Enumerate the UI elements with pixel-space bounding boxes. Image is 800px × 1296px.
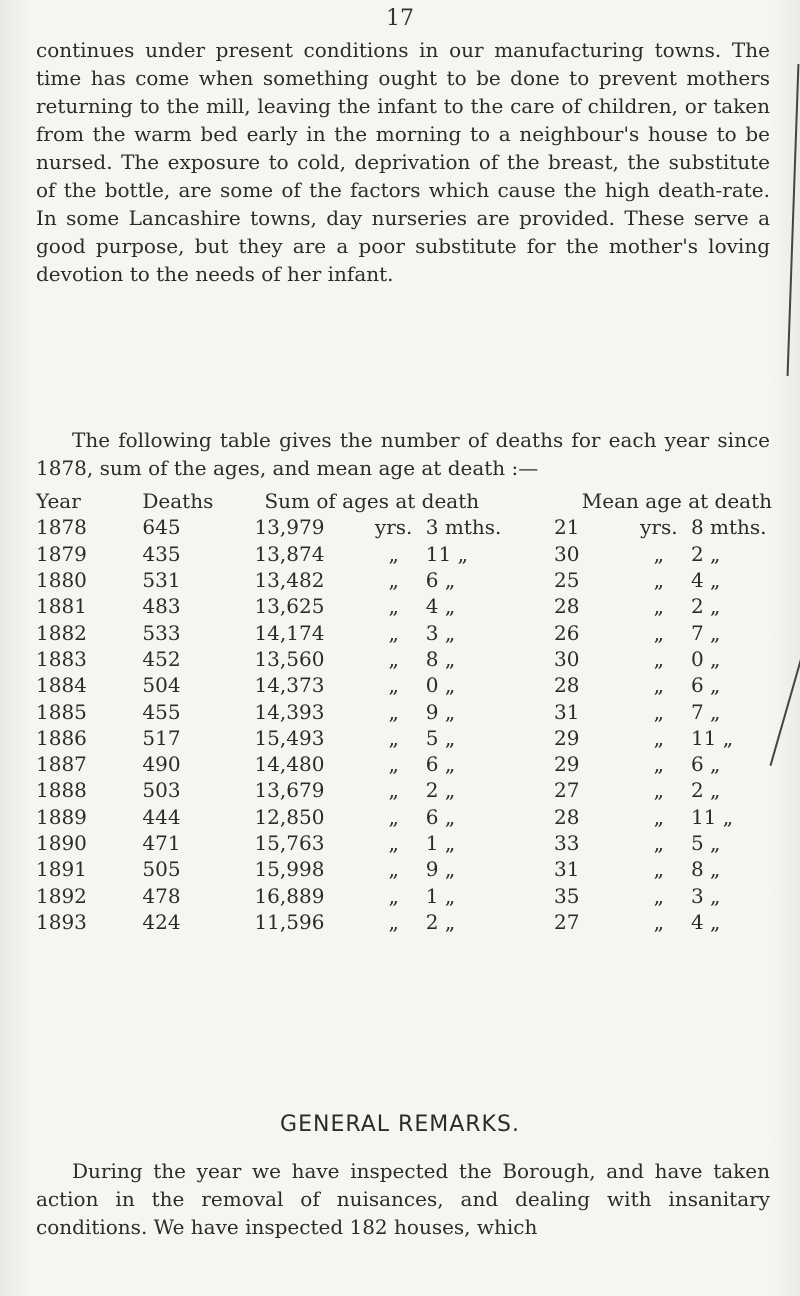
cell-mean-months: 0 „: [690, 646, 721, 671]
cell-deaths: 455: [142, 699, 181, 724]
cell-sum-months: 9 „: [425, 857, 456, 882]
cell-sum-of-ages: 13,560: [254, 646, 325, 671]
cell-mean-years-unit: „: [653, 594, 665, 619]
cell-year: 1886: [36, 725, 87, 750]
table-row: [36, 672, 772, 698]
cell-mean-years-unit: „: [653, 909, 665, 934]
table-row: [36, 777, 772, 803]
cell-sum-of-ages: 14,174: [254, 620, 325, 645]
cell-sum-months: 9 „: [425, 699, 456, 724]
header-year: Year: [36, 489, 81, 514]
page-number: 17: [386, 6, 414, 31]
cell-deaths: 483: [142, 594, 181, 619]
cell-deaths: 444: [142, 804, 181, 829]
cell-sum-of-ages: 13,874: [254, 541, 325, 566]
table-header-row: [36, 488, 772, 514]
cell-sum-years-unit: „: [388, 568, 399, 593]
table-row: [36, 751, 772, 777]
cell-mean-years-unit: „: [653, 673, 665, 698]
cell-mean-age: 26: [554, 620, 580, 645]
cell-mean-years-unit: „: [653, 778, 665, 803]
table-row: [36, 909, 772, 935]
cell-mean-months: 6 „: [690, 673, 721, 698]
cell-sum-of-ages: 13,482: [254, 568, 325, 593]
cell-deaths: 424: [142, 909, 181, 934]
table-row: [36, 882, 772, 908]
cell-sum-months: 2 „: [425, 778, 456, 803]
cell-year: 1889: [36, 804, 87, 829]
cell-deaths: 505: [142, 857, 181, 882]
cell-mean-age: 31: [554, 699, 580, 724]
cell-mean-age: 33: [554, 831, 580, 855]
cell-year: 1884: [36, 673, 87, 698]
header-deaths: Deaths: [142, 489, 214, 514]
cell-deaths: 435: [142, 541, 181, 566]
cell-mean-months: 4 „: [690, 568, 721, 593]
cell-sum-years-unit: „: [388, 673, 399, 698]
cell-sum-of-ages: 13,979: [254, 515, 325, 540]
table-row: [36, 698, 772, 724]
cell-year: 1891: [36, 857, 87, 882]
cell-mean-age: 28: [554, 804, 580, 829]
cell-mean-months: 5 „: [690, 831, 721, 855]
cell-mean-months: 11 „: [690, 804, 734, 829]
table-row: [36, 646, 772, 672]
cell-sum-months: 3 mths.: [425, 515, 502, 540]
cell-mean-years-unit: „: [653, 752, 665, 777]
cell-sum-years-unit: „: [388, 909, 399, 934]
deaths-table: [36, 488, 772, 935]
cell-year: 1883: [36, 646, 87, 671]
cell-mean-age: 30: [554, 646, 580, 671]
cell-year: 1878: [36, 515, 87, 540]
cell-deaths: 490: [142, 752, 181, 777]
cell-mean-age: 27: [554, 909, 580, 934]
table-row: [36, 856, 772, 882]
header-sum-of-ages: Sum of ages at death: [264, 489, 480, 514]
cell-year: 1888: [36, 778, 87, 803]
cell-year: 1880: [36, 568, 87, 593]
header-mean-age: Mean age at death: [581, 489, 772, 514]
margin-pencil-line: [787, 64, 800, 376]
cell-mean-months: 7 „: [690, 699, 721, 724]
remarks-paragraph: During the year we have inspected the Borough, and have taken action in the removal of nuisances, and dealing with insanitary conditions. We have inspected 182 houses, which: [36, 1159, 770, 1239]
table-intro-paragraph: The following table gives the number of deaths for each year since 1878, sum of the ages, and mean age at death :—: [36, 428, 770, 480]
cell-deaths: 533: [142, 620, 181, 645]
cell-sum-months: 6 „: [425, 568, 456, 593]
cell-sum-of-ages: 13,679: [254, 778, 325, 803]
cell-mean-months: 2 „: [690, 778, 721, 803]
cell-sum-years-unit: „: [388, 778, 399, 803]
cell-deaths: 645: [142, 515, 181, 540]
cell-mean-years-unit: „: [653, 857, 665, 882]
cell-year: 1887: [36, 752, 87, 777]
cell-sum-of-ages: 11,596: [254, 909, 325, 934]
cell-sum-months: 1 „: [425, 883, 456, 908]
cell-mean-months: 7 „: [690, 620, 721, 645]
cell-deaths: 531: [142, 568, 181, 593]
table-row: [36, 514, 772, 540]
cell-mean-years-unit: „: [653, 804, 665, 829]
cell-mean-age: 28: [554, 673, 580, 698]
cell-mean-years-unit: „: [653, 541, 665, 566]
cell-sum-of-ages: 15,998: [254, 857, 325, 882]
cell-year: 1882: [36, 620, 87, 645]
cell-sum-months: 6 „: [425, 804, 456, 829]
cell-mean-age: 21: [554, 515, 580, 540]
cell-year: 1881: [36, 594, 87, 619]
cell-sum-of-ages: 12,850: [254, 804, 325, 829]
cell-mean-months: 8 „: [690, 857, 721, 882]
cell-sum-years-unit: „: [388, 699, 399, 724]
cell-mean-years-unit: „: [653, 568, 665, 593]
cell-deaths: 517: [142, 725, 181, 750]
cell-mean-age: 35: [554, 883, 580, 908]
cell-sum-years-unit: „: [388, 725, 399, 750]
table-body: [36, 514, 772, 935]
cell-mean-years-unit: „: [653, 620, 665, 645]
cell-year: 1893: [36, 909, 87, 934]
table-row: [36, 567, 772, 593]
cell-sum-years-unit: „: [388, 804, 399, 829]
cell-sum-months: 1 „: [425, 831, 456, 855]
table-row: [36, 804, 772, 830]
cell-deaths: 452: [142, 646, 181, 671]
cell-sum-months: 8 „: [425, 646, 456, 671]
cell-sum-of-ages: 15,493: [254, 725, 325, 750]
cell-mean-age: 29: [554, 752, 580, 777]
cell-deaths: 478: [142, 883, 181, 908]
cell-sum-years-unit: yrs.: [374, 515, 413, 540]
cell-mean-months: 2 „: [690, 541, 721, 566]
cell-sum-of-ages: 16,889: [254, 883, 325, 908]
cell-deaths: 503: [142, 778, 181, 803]
table-row: [36, 830, 772, 856]
cell-sum-years-unit: „: [388, 857, 399, 882]
cell-mean-age: 28: [554, 594, 580, 619]
cell-mean-age: 30: [554, 541, 580, 566]
cell-sum-years-unit: „: [388, 646, 399, 671]
cell-sum-of-ages: 14,480: [254, 752, 325, 777]
cell-mean-years-unit: yrs.: [640, 515, 678, 540]
cell-mean-age: 25: [554, 568, 580, 593]
cell-mean-years-unit: „: [653, 699, 665, 724]
cell-sum-months: 5 „: [425, 725, 456, 750]
cell-sum-years-unit: „: [388, 620, 399, 645]
cell-mean-months: 6 „: [690, 752, 721, 777]
cell-sum-of-ages: 15,763: [254, 831, 325, 855]
cell-deaths: 471: [142, 831, 181, 855]
cell-year: 1879: [36, 541, 87, 566]
cell-year: 1890: [36, 831, 87, 855]
table-row: [36, 619, 772, 645]
cell-sum-of-ages: 14,393: [254, 699, 325, 724]
cell-year: 1885: [36, 699, 87, 724]
cell-mean-months: 3 „: [690, 883, 721, 908]
cell-mean-months: 8 mths.: [690, 515, 767, 540]
cell-sum-months: 2 „: [425, 909, 456, 934]
cell-mean-months: 2 „: [690, 594, 721, 619]
cell-sum-years-unit: „: [388, 752, 399, 777]
cell-deaths: 504: [142, 673, 181, 698]
cell-mean-months: 4 „: [690, 909, 721, 934]
table-row: [36, 541, 772, 567]
cell-sum-years-unit: „: [388, 541, 399, 566]
table-row: [36, 725, 772, 751]
cell-sum-months: 3 „: [425, 620, 456, 645]
table-row: [36, 593, 772, 619]
cell-mean-age: 27: [554, 778, 580, 803]
margin-pencil-line: [770, 650, 800, 766]
cell-mean-years-unit: „: [653, 883, 665, 908]
cell-sum-months: 4 „: [425, 594, 456, 619]
cell-mean-years-unit: „: [653, 725, 665, 750]
cell-sum-years-unit: „: [388, 831, 399, 855]
cell-mean-years-unit: „: [653, 831, 665, 855]
cell-sum-years-unit: „: [388, 883, 399, 908]
intro-paragraph: continues under present conditions in our manufacturing towns. The time has come when something ought to be done to prevent mothers returning to the mill, leaving the infant to the care of children, or taken from the warm bed early in the morning to a neighbour's house to be nursed. The exposure to cold, deprivation of the breast, the substitute of the bottle, are some of the factors which cause the high death-rate. In some Lancashire towns, day nurseries are provided. These serve a good purpose, but they are a poor substitute for the mother's loving devotion to the needs of her infant.: [36, 38, 770, 286]
cell-year: 1892: [36, 883, 87, 908]
cell-mean-age: 31: [554, 857, 580, 882]
cell-sum-months: 0 „: [425, 673, 456, 698]
cell-mean-years-unit: „: [653, 646, 665, 671]
cell-sum-of-ages: 13,625: [254, 594, 325, 619]
cell-mean-months: 11 „: [690, 725, 734, 750]
cell-sum-months: 6 „: [425, 752, 456, 777]
cell-mean-age: 29: [554, 725, 580, 750]
section-heading: GENERAL REMARKS.: [280, 1112, 520, 1137]
cell-sum-months: 11 „: [425, 541, 468, 566]
cell-sum-years-unit: „: [388, 594, 399, 619]
cell-sum-of-ages: 14,373: [254, 673, 325, 698]
